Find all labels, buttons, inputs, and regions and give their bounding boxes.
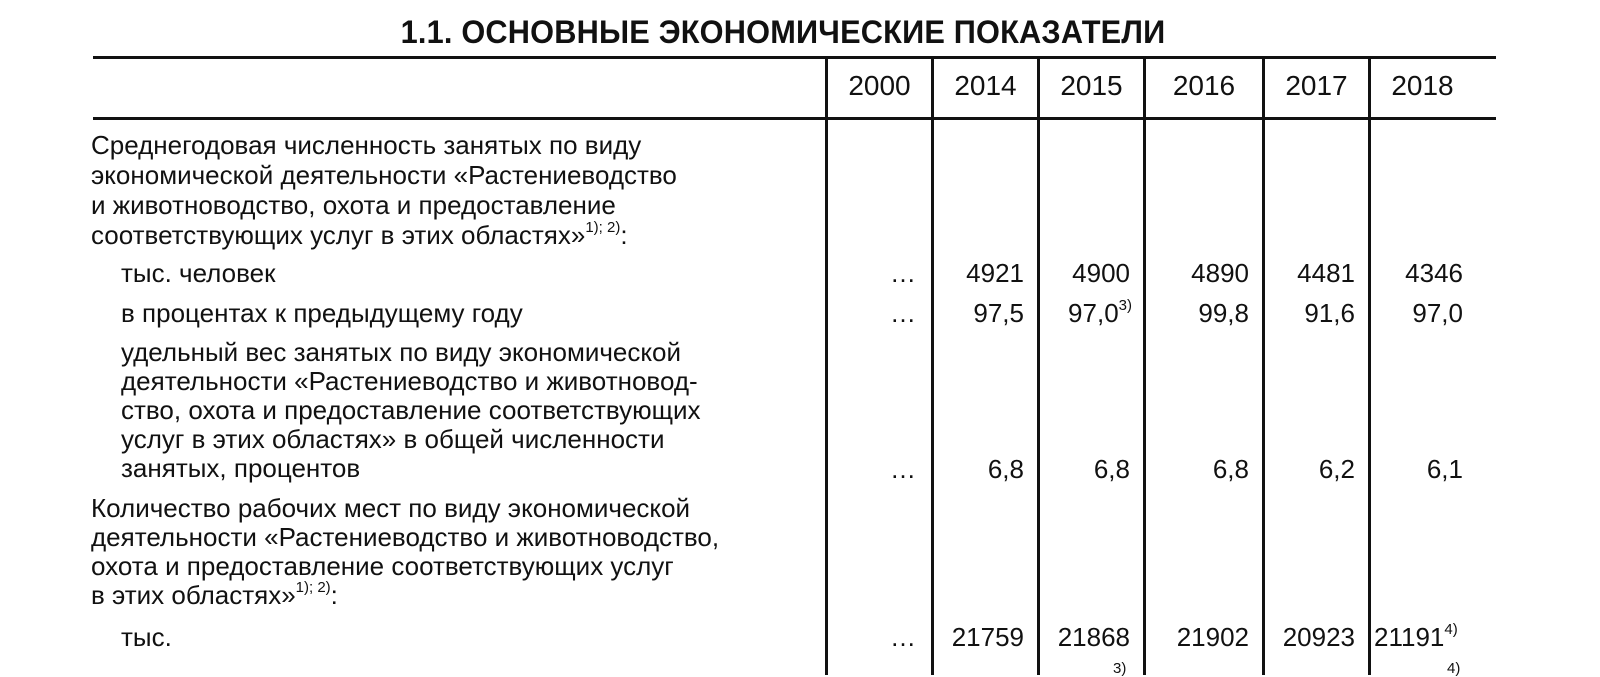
- footnote-ref: 4): [1444, 621, 1458, 638]
- col-divider: [825, 58, 828, 675]
- cell: 4481: [1297, 258, 1355, 288]
- section-heading: Среднегодовая численность занятых по виду экономической деятельности «Растениеводство и животноводство, охота и предоставление соответствующих услуг в этих областях»$^{1); 2)}$:: [91, 130, 677, 250]
- cell: 4900: [1072, 258, 1130, 288]
- cell: 6,2: [1318, 454, 1355, 484]
- cell: 4921: [966, 258, 1024, 288]
- footnote-ref: 1); 2): [585, 219, 621, 236]
- col-divider: [1262, 58, 1265, 675]
- cell: 91,6: [1304, 298, 1355, 328]
- cell: 21191$^{4)}$: [1374, 621, 1458, 652]
- cell: 6,8: [1212, 454, 1249, 484]
- footnote-ref: 1); 2): [295, 579, 331, 596]
- col-divider: [931, 58, 934, 675]
- column-header-2017: 2017: [1285, 70, 1348, 101]
- cell: 97,0$^{3)}$: [1068, 297, 1132, 328]
- cell: …: [890, 298, 916, 328]
- footnote-ref: 3): [1118, 297, 1132, 314]
- column-header-2016: 2016: [1172, 70, 1236, 101]
- cell: …: [890, 454, 916, 484]
- cell: 4890: [1191, 258, 1249, 288]
- row-label: удельный вес занятых по виду экономической деятельности «Растениеводство и животновод- ство, охота и предоставление соответствующих услуг в этих областях» в общей численности занятых, процентов: [121, 337, 701, 483]
- cell: 99,8: [1198, 298, 1249, 328]
- top-rule: [93, 56, 1496, 59]
- cell: 6,1: [1426, 454, 1463, 484]
- col-divider: [1368, 58, 1371, 675]
- cell: 97,0: [1412, 298, 1463, 328]
- column-header-2015: 2015: [1060, 70, 1123, 101]
- column-header-2000: 2000: [848, 70, 911, 101]
- row-label: в процентах к предыдущему году: [121, 298, 523, 328]
- col-divider: [1037, 58, 1040, 675]
- row-label: тыс.: [121, 622, 172, 652]
- cell: 21868: [1057, 622, 1130, 652]
- col-divider: [1143, 58, 1146, 675]
- cell: 4346: [1405, 258, 1463, 288]
- cell: 6,8: [987, 454, 1024, 484]
- column-header-2018: 2018: [1391, 70, 1454, 101]
- footnote-ref-cut: 3): [1113, 660, 1127, 677]
- footnote-ref-cut: 4): [1447, 660, 1461, 677]
- cell: …: [890, 258, 916, 288]
- cell: 6,8: [1093, 454, 1130, 484]
- cell: 97,5: [973, 298, 1024, 328]
- cell: 21902: [1176, 622, 1249, 652]
- cell: 21759: [951, 622, 1024, 652]
- header-rule: [93, 117, 1496, 120]
- cell: 20923: [1282, 622, 1355, 652]
- cell: …: [890, 622, 916, 652]
- table-title: 1.1. ОСНОВНЫЕ ЭКОНОМИЧЕСКИЕ ПОКАЗАТЕЛИ: [400, 14, 1166, 50]
- column-header-2014: 2014: [954, 70, 1017, 101]
- section-heading: Количество рабочих мест по виду экономической деятельности «Растениеводство и животноводство, охота и предоставление соответствующих услуг в этих областях»$^{1); 2)}$:: [91, 493, 720, 610]
- row-label: тыс. человек: [121, 258, 276, 288]
